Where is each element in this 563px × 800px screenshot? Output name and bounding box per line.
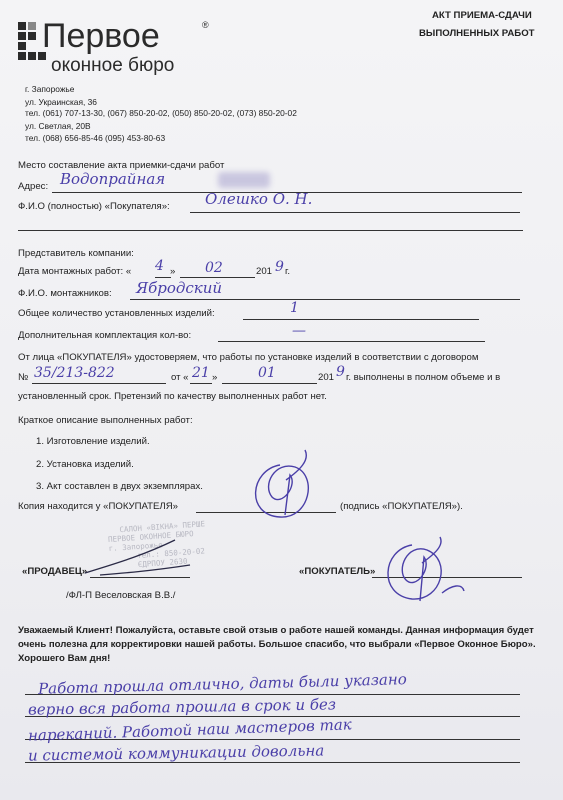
- install-date-year-digit: 9: [275, 259, 284, 275]
- company-phones-1: тел. (061) 707-13-30, (067) 850-20-02, (050) 850-20-02, (073) 850-20-02: [25, 108, 297, 118]
- stamp-line-3: г. Запорожье: [108, 540, 164, 554]
- address-value: Водопрайная: [60, 170, 166, 188]
- summary-title: Краткое описание выполненных работ:: [18, 415, 193, 426]
- buyer-signature-2: [372, 535, 472, 615]
- logo-text-main: Первое: [42, 17, 160, 55]
- buyer-label: «ПОКУПАТЕЛЬ»: [299, 566, 376, 577]
- stamp-line-1: САЛОН «ВІКНА» ПЕРШЕ: [119, 519, 206, 535]
- contract-year-digit: 9: [336, 364, 345, 380]
- installers-value: Ябродский: [136, 279, 223, 297]
- address-label: Адрес:: [18, 181, 49, 192]
- contract-no-prefix: №: [18, 372, 29, 383]
- redacted-area: [218, 172, 270, 188]
- logo-reg-mark: ®: [202, 20, 209, 30]
- seller-label: «ПРОДАВЕЦ»: [22, 566, 88, 577]
- place-label: Место составление акта приемки-сдачи работ: [18, 160, 225, 171]
- feedback-text-1: Работа прошла отлично, даты были указано: [37, 670, 407, 698]
- installers-label: Ф.И.О. монтажников:: [18, 288, 112, 299]
- act-title-line1: АКТ ПРИЕМА-СДАЧИ: [432, 10, 532, 21]
- qty-label: Общее количество установленных изделий:: [18, 308, 215, 319]
- qty-line: [243, 319, 479, 320]
- blank-line: [18, 230, 523, 231]
- qty-value: 1: [290, 300, 299, 316]
- contract-month-value: 01: [258, 365, 276, 381]
- quote-close: »: [170, 266, 176, 277]
- summary-item-3: 3. Акт составлен в двух экземплярах.: [36, 481, 203, 492]
- contract-year-prefix: 201: [318, 372, 335, 383]
- seller-signature: [80, 535, 200, 585]
- buyer-fio-line: [190, 212, 520, 213]
- buyer-fio-label: Ф.И.О (полностью) «Покупателя»:: [18, 201, 170, 212]
- install-date-month-line: [180, 277, 255, 278]
- company-city: г. Запорожье: [25, 84, 75, 94]
- feedback-text-4: и системой коммуникации довольна: [27, 741, 325, 765]
- stamp-line-5: ЄДРПОУ 2630: [137, 556, 188, 570]
- company-address-2: ул. Светлая, 20В: [25, 121, 91, 131]
- installers-line: [130, 299, 520, 300]
- contract-no-value: 35/213-822: [34, 365, 115, 381]
- company-phones-2: тел. (068) 656-85-46 (095) 453-80-63: [25, 133, 166, 143]
- contract-day-value: 21: [192, 365, 210, 381]
- contract-month-line: [222, 383, 317, 384]
- summary-item-1: 1. Изготовление изделий.: [36, 436, 150, 447]
- install-date-day: 4: [155, 258, 164, 274]
- logo-text-sub: оконное бюро: [51, 55, 175, 76]
- copy-sign-caption: (подпись «ПОКУПАТЕЛЯ»).: [340, 501, 463, 512]
- install-date-label: Дата монтажных работ: «: [18, 266, 132, 277]
- install-date-year-prefix: 201: [256, 266, 273, 277]
- contract-from-label: от «: [171, 372, 189, 383]
- contract-no-line: [32, 383, 166, 384]
- summary-item-2: 2. Установка изделий.: [36, 459, 134, 470]
- feedback-text-3: нареканий. Работой наш мастеров так: [27, 715, 353, 745]
- install-date-day-line: [155, 277, 171, 278]
- feedback-request: Уважаемый Клиент! Пожалуйста, оставьте свой отзыв о работе нашей команды. Данная информация будет очень полезна для корректировки нашей работы. Большое спасибо, что выбрали «Первое Оконное Бюро». Хорошего Вам дня!: [18, 625, 536, 664]
- install-date-month: 02: [205, 260, 223, 276]
- contract-day-line: [190, 383, 212, 384]
- statement-line2: установленный срок. Претензий по качеству выполненных работ нет.: [18, 391, 327, 402]
- copy-label: Копия находится у «ПОКУПАТЕЛЯ»: [18, 501, 178, 512]
- buyer-fio-value: Олешко О. Н.: [205, 190, 313, 208]
- statement-intro: От лица «ПОКУПАТЕЛЯ» удостоверяем, что работы по установке изделий в соответствии с договором: [18, 352, 479, 363]
- extra-line: [218, 341, 485, 342]
- representative-label: Представитель компании:: [18, 248, 134, 259]
- install-date-suffix: г.: [285, 266, 290, 277]
- feedback-text-2: верно вся работа прошла в срок и без: [27, 695, 337, 719]
- act-title-line2: ВЫПОЛНЕННЫХ РАБОТ: [419, 28, 535, 39]
- quote-close-2: »: [212, 372, 218, 383]
- extra-label: Дополнительная комплектация кол-во:: [18, 330, 192, 341]
- statement-line1-end: г. выполнены в полном объеме и в: [346, 372, 501, 383]
- stamp-line-4: тел.: 850-20-02: [136, 546, 206, 561]
- extra-value: —: [292, 323, 306, 339]
- stamp-line-2: ПЕРВОЕ ОКОННОЕ БЮРО: [107, 529, 194, 545]
- seller-name: /ФЛ-П Веселовская В.В./: [66, 590, 176, 601]
- company-address-1: ул. Украинская, 36: [25, 97, 97, 107]
